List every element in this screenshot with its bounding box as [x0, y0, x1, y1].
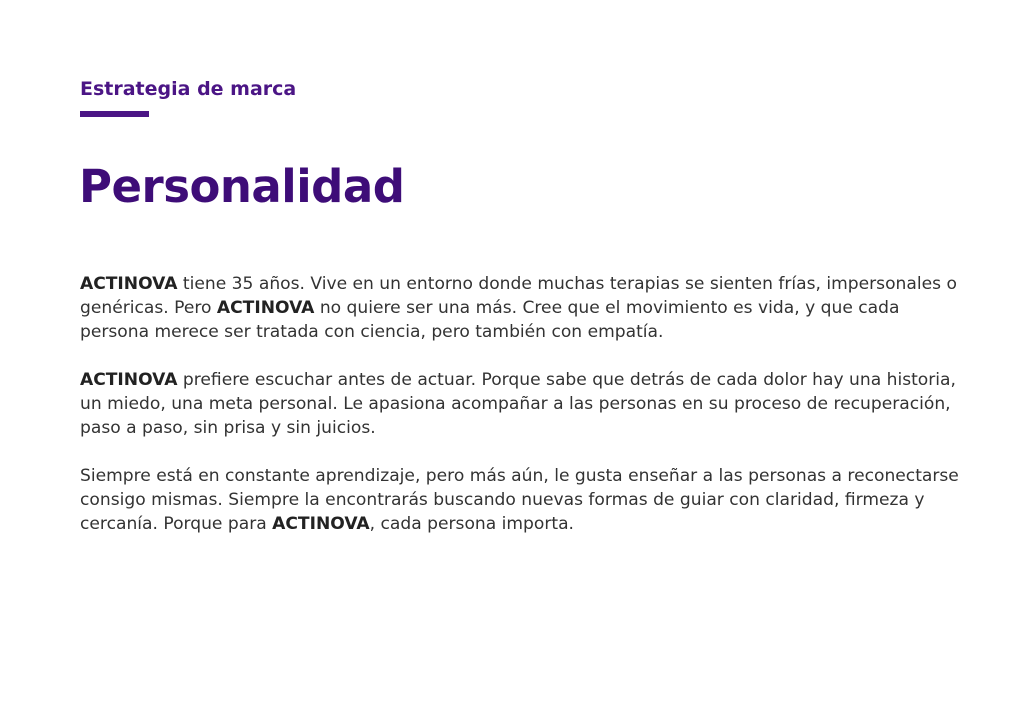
- paragraph-1-text-a: tiene 35 años. Vive en un entorno donde muchas terapias se sienten frías, impersonales o genéricas. Pero: [80, 274, 957, 318]
- brand-name: ACTINOVA: [80, 370, 178, 390]
- paragraph-1: [80, 272, 960, 344]
- paragraph-3: [80, 464, 960, 536]
- page-title: Personalidad: [79, 160, 405, 213]
- paragraph-2-text: prefiere escuchar antes de actuar. Porque sabe que detrás de cada dolor hay una historia, un miedo, una meta personal. Le apasiona acompañar a las personas en su proceso de recuperación, paso a paso, sin prisa y sin juicios.: [80, 370, 956, 438]
- paragraph-3-text-b: , cada persona importa.: [369, 514, 574, 534]
- body-text: [80, 272, 960, 560]
- paragraph-1-text-b: no quiere ser una más. Cree que el movimiento es vida, y que cada persona merece ser tratada con ciencia, pero también con empatía.: [80, 298, 900, 342]
- section-label: Estrategia de marca: [80, 78, 297, 100]
- brand-name: ACTINOVA: [80, 274, 178, 294]
- brand-name: ACTINOVA: [272, 514, 370, 534]
- brand-name: ACTINOVA: [216, 298, 315, 318]
- section-underline: [80, 111, 149, 117]
- paragraph-2: [80, 368, 960, 440]
- paragraph-3-text-a: Siempre está en constante aprendizaje, pero más aún, le gusta enseñar a las personas a reconectarse consigo mismas. Siempre la encontrarás buscando nuevas formas de guiar con claridad, firmeza y cercanía. Porque para: [80, 466, 959, 534]
